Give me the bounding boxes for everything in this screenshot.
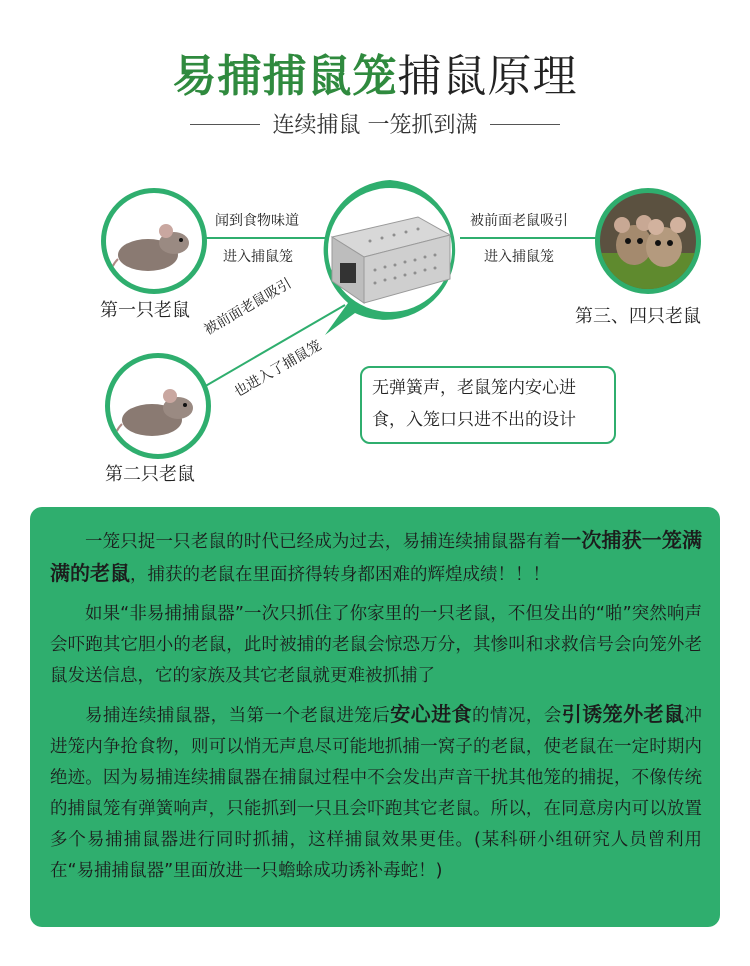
rat34-photo <box>595 188 701 294</box>
title-rest: 捕鼠原理 <box>397 51 578 102</box>
p3-text-a: 易捕连续捕鼠器，当第一个老鼠进笼后 <box>85 706 391 726</box>
mice-icon <box>600 193 696 289</box>
arrow3-text-top: 被前面老鼠吸引 <box>201 275 295 339</box>
rat2-label: 第二只老鼠 <box>105 464 195 485</box>
rat1-label: 第一只老鼠 <box>100 300 190 321</box>
p1-text-a: 一笼只捉一只老鼠的时代已经成为过去，易捕连续捕鼠器有着 <box>85 532 562 552</box>
callout-line1: 无弹簧声，老鼠笼内安心进 <box>372 378 576 398</box>
arrow2-text-top: 被前面老鼠吸引 <box>470 213 568 229</box>
p3-text-c: 的情况，会 <box>472 706 562 726</box>
arrow1-text-top: 闻到食物味道 <box>215 213 299 229</box>
p3-text-e: 冲进笼内争抢食物，则可以悄无声息尽可能地抓捕一窝子的老鼠，使老鼠在一定时期内绝迹。因为易捕连续捕鼠器在捕鼠过程中不会发出声音干扰其他笼的捕捉，不像传统的捕鼠笼有弹簧响声，只能抓到一只且会吓跑其它老鼠。所以，在同意房内可以放置多个易捕捕鼠器进行同时抓捕，这样捕鼠效果更佳。(某科研小组研究人员曾利用在“易捕捕鼠器”里面放进一只蟾蜍成功诱补毒蛇！) <box>50 706 702 881</box>
rat34-label: 第三、四只老鼠 <box>575 306 701 327</box>
p3-highlight-1: 安心进食 <box>390 702 473 726</box>
description-panel <box>30 507 720 927</box>
arrow3-text-bottom: 也进入了捕鼠笼 <box>231 337 325 401</box>
paragraph-1 <box>50 525 702 591</box>
cage-bubble <box>310 175 470 340</box>
rat1-photo <box>101 188 207 294</box>
p3-highlight-2: 引诱笼外老鼠 <box>561 702 685 726</box>
paragraph-3 <box>50 699 702 887</box>
paragraph-2: 如果“非易捕捕鼠器”一次只抓住了你家里的一只老鼠，不但发出的“啪”突然响声会吓跑其它胆小的老鼠，此时被捕的老鼠会惊恐万分，其惨叫和求救信号会向笼外老鼠发送信息，它的家族及其它老鼠就更难被抓捕了 <box>50 604 702 686</box>
title-highlight: 易捕捕鼠笼 <box>172 51 398 102</box>
callout-box <box>360 366 616 444</box>
rat-icon <box>110 358 206 454</box>
p1-text-c: ，捕获的老鼠在里面挤得转身都困难的辉煌成绩！！！ <box>130 565 550 585</box>
rat-icon <box>106 193 202 289</box>
callout-line2: 食，入笼口只进不出的设计 <box>372 410 576 430</box>
subtitle: 连续捕鼠 一笼抓到满 <box>272 113 478 138</box>
p1-highlight: 一次捕获一笼满满的老鼠 <box>50 528 703 585</box>
arrow1-text-bottom: 进入捕鼠笼 <box>223 249 293 265</box>
arrow2-text-bottom: 进入捕鼠笼 <box>484 249 554 265</box>
rat2-photo <box>105 353 211 459</box>
